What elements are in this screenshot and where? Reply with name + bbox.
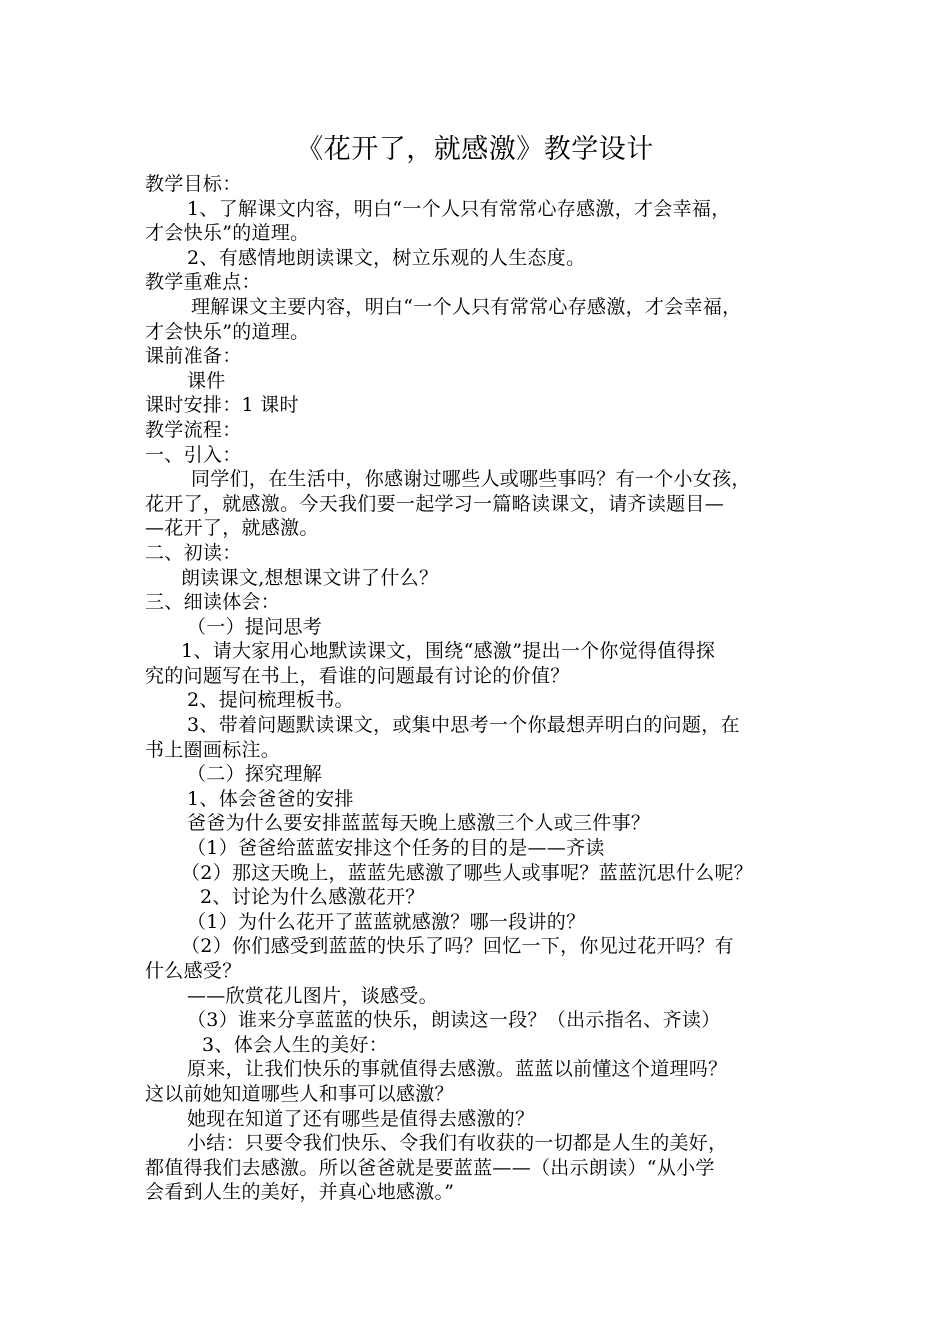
paragraph-line: 1、请大家用心地默读课文，围绕“感激”提出一个你觉得值得探 [181, 640, 716, 663]
paragraph-line: （2）那这天晚上，蓝蓝先感激了哪些人或事呢？蓝蓝沉思什么呢？ [181, 861, 754, 884]
heading-objectives: 教学目标： [145, 173, 242, 195]
paragraph-line: ——欣赏花儿图片，谈感受。 [187, 984, 438, 1007]
heading-key-points: 教学重难点： [145, 271, 261, 294]
paragraph-line: 才会快乐”的道理。 [145, 222, 310, 245]
paragraph-line: 原来，让我们快乐的事就值得去感激。蓝蓝以前懂这个道理吗？ [187, 1058, 728, 1081]
paragraph-line: （1）爸爸给蓝蓝安排这个任务的目的是——齐读 [187, 837, 605, 860]
paragraph-line: 小结：只要令我们快乐、令我们有收获的一切都是人生的美好， [187, 1132, 728, 1155]
document-title: 《花开了，就感激》教学设计 [296, 134, 654, 165]
paragraph-line: 同学们，在生活中，你感谢过哪些人或哪些事吗？有一个小女孩， [191, 468, 751, 491]
paragraph-line: 2、讨论为什么感激花开？ [200, 886, 425, 909]
document-body [145, 172, 825, 1205]
section-heading: 三、细读体会： [145, 591, 281, 614]
paragraph-line: 这以前她知道哪些人和事可以感激？ [145, 1082, 454, 1105]
paragraph-line: （3）谁来分享蓝蓝的快乐，朗读这一段？（出示指名、齐读） [187, 1009, 721, 1032]
paragraph-line: 理解课文主要内容，明白“一个人只有常常心存感激，才会幸福， [191, 295, 742, 318]
paragraph-line: 朗读课文,想想课文讲了什么？ [181, 566, 439, 589]
heading-process: 教学流程： [145, 418, 242, 441]
heading-schedule: 课时安排：1 课时 [145, 394, 299, 417]
paragraph-line: 课件 [187, 369, 226, 392]
paragraph-line: —花开了，就感激。 [145, 517, 319, 540]
paragraph-line: 1、体会爸爸的安排 [187, 787, 354, 810]
paragraph-line: 2、有感情地朗读课文，树立乐观的人生态度。 [187, 246, 586, 269]
paragraph-line: 3、带着问题默读课文，或集中思考一个你最想弄明白的问题，在 [187, 714, 740, 737]
paragraph-line: 她现在知道了还有哪些是值得去感激的？ [187, 1107, 535, 1130]
section-heading: 二、初读： [145, 541, 242, 564]
subsection-heading: （二）探究理解 [187, 763, 323, 786]
heading-preparation: 课前准备： [145, 345, 242, 368]
subsection-heading: （一）提问思考 [187, 615, 323, 638]
paragraph-line: 1、了解课文内容，明白“一个人只有常常心存感激，才会幸福， [187, 197, 731, 220]
section-heading: 一、引入： [145, 443, 242, 466]
paragraph-line: 书上圈画标注。 [145, 738, 281, 761]
paragraph-line: 究的问题写在书上，看谁的问题最有讨论的价值？ [145, 664, 570, 687]
paragraph-line: （1）为什么花开了蓝蓝就感激？哪一段讲的？ [187, 910, 586, 933]
paragraph-line: 都值得我们去感激。所以爸爸就是要蓝蓝——（出示朗读）“从小学 [145, 1156, 715, 1179]
paragraph-line: 会看到人生的美好，并真心地感激。” [145, 1181, 455, 1204]
paragraph-line: 2、提问梳理板书。 [187, 689, 354, 712]
paragraph-line: 爸爸为什么要安排蓝蓝每天晚上感激三个人或三件事？ [187, 812, 651, 835]
paragraph-line: 什么感受？ [145, 960, 242, 982]
paragraph-line: （2）你们感受到蓝蓝的快乐了吗？回忆一下，你见过花开吗？有 [181, 935, 734, 958]
paragraph-line: 3、体会人生的美好： [202, 1033, 389, 1056]
paragraph-line: 花开了，就感激。今天我们要一起学习一篇略读课文，请齐读题目— [145, 492, 725, 515]
paragraph-line: 才会快乐”的道理。 [145, 320, 310, 343]
